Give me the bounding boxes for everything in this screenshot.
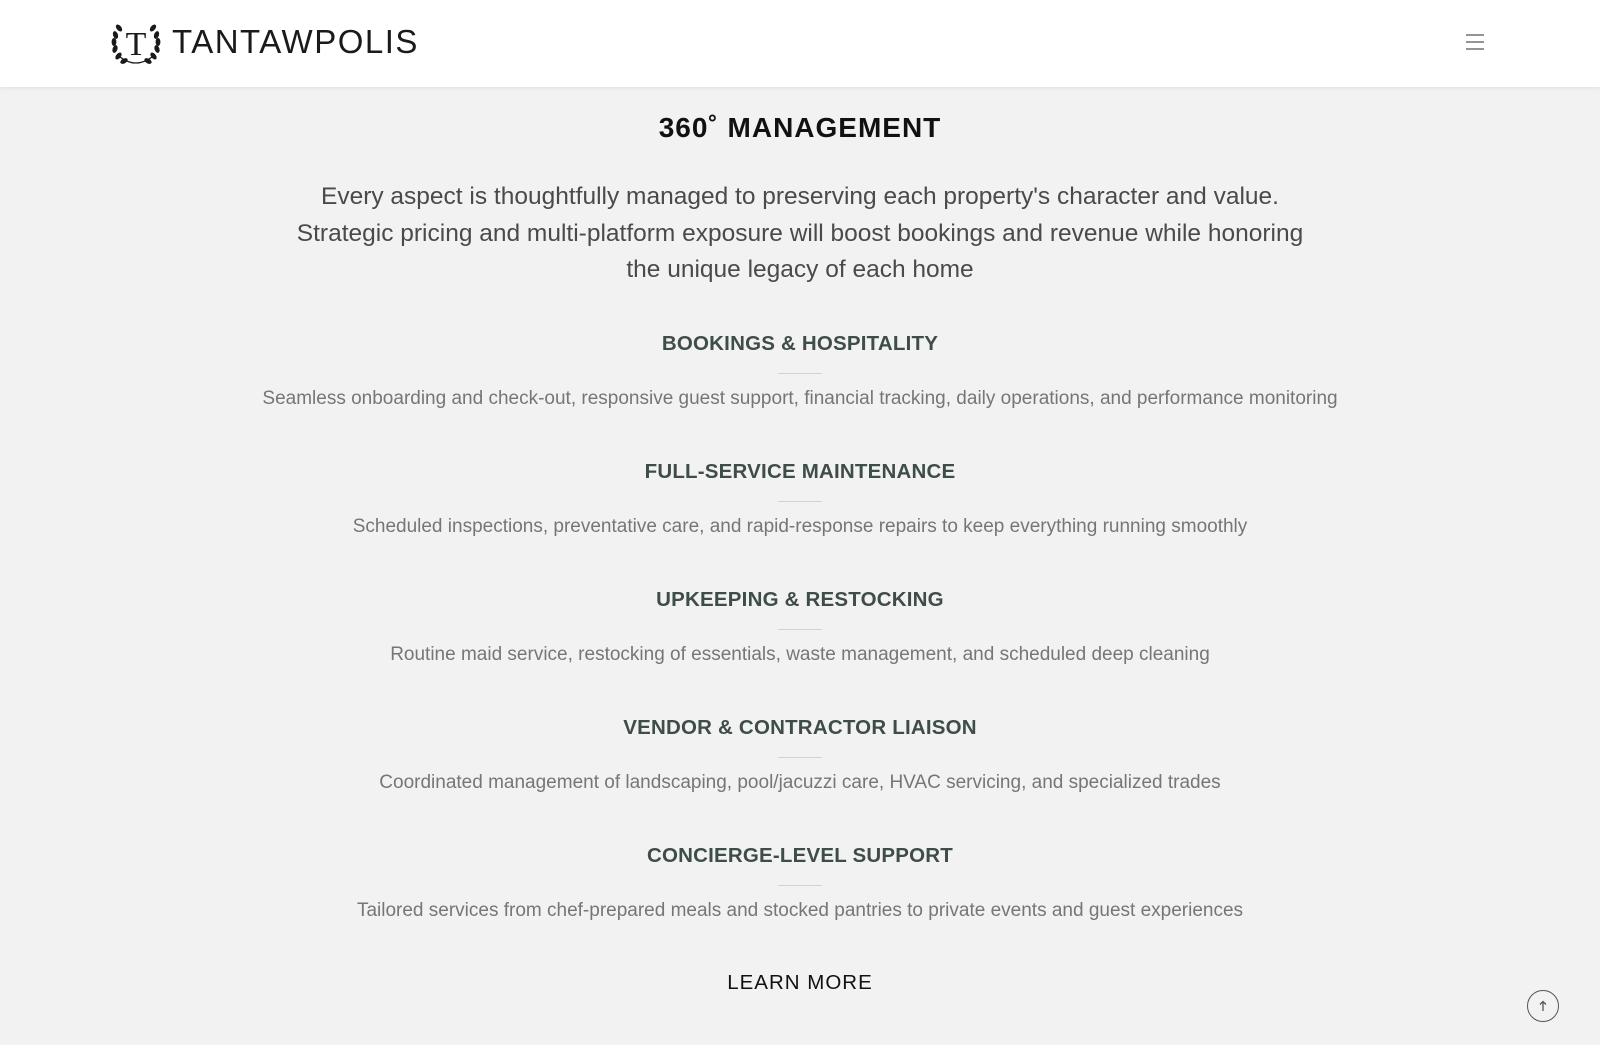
arrow-up-circle-icon bbox=[1536, 999, 1550, 1013]
intro-line: Strategic pricing and multi-platform exposure will boost bookings and revenue while honoring bbox=[296, 219, 1304, 247]
intro-line: the unique legacy of each home bbox=[626, 256, 974, 283]
service-description: Tailored services from chef-prepared meals and stocked pantries to private events and guest experiences bbox=[356, 900, 1244, 921]
service-title: FULL-SERVICE MAINTENANCE bbox=[644, 460, 956, 483]
hamburger-menu-icon[interactable] bbox=[1463, 30, 1487, 54]
svg-text:T: T bbox=[125, 26, 147, 63]
intro-paragraph bbox=[250, 179, 1350, 289]
hamburger-menu-svg bbox=[1463, 30, 1487, 54]
service-title: CONCIERGE-LEVEL SUPPORT bbox=[646, 844, 954, 867]
service-title: VENDOR & CONTRACTOR LIAISON bbox=[623, 716, 977, 739]
service-bookings-hospitality bbox=[0, 332, 1600, 410]
laurel-monogram-t-icon bbox=[110, 17, 162, 67]
service-description: Scheduled inspections, preventative care, and rapid-response repairs to keep everything running smoothly bbox=[352, 516, 1248, 537]
service-description: Coordinated management of landscaping, pool/jacuzzi care, HVAC servicing, and specialized trades bbox=[379, 772, 1221, 793]
brand-name: TANTAWPOLIS bbox=[172, 23, 419, 60]
service-full-service-maintenance bbox=[0, 460, 1600, 538]
intro-line: Every aspect is thoughtfully managed to preserving each property's character and value. bbox=[321, 183, 1279, 210]
service-upkeeping-restocking bbox=[0, 588, 1600, 666]
service-divider bbox=[778, 373, 822, 374]
service-divider bbox=[778, 757, 822, 758]
learn-more-link[interactable]: LEARN MORE bbox=[727, 971, 873, 994]
service-title: UPKEEPING & RESTOCKING bbox=[656, 588, 944, 611]
page-title: 360˚ MANAGEMENT bbox=[658, 112, 942, 143]
service-description: Routine maid service, restocking of essentials, waste management, and scheduled deep cleaning bbox=[390, 644, 1210, 665]
site-header bbox=[0, 0, 1600, 87]
service-divider bbox=[778, 629, 822, 630]
service-title: BOOKINGS & HOSPITALITY bbox=[661, 332, 939, 355]
back-to-top-button[interactable] bbox=[1527, 990, 1559, 1022]
service-divider bbox=[778, 501, 822, 502]
brand-link[interactable] bbox=[110, 17, 419, 67]
management-section bbox=[0, 87, 1600, 1045]
service-divider bbox=[778, 885, 822, 886]
service-vendor-contractor-liaison bbox=[0, 716, 1600, 794]
service-description: Seamless onboarding and check-out, responsive guest support, financial tracking, daily operations, and performance monitoring bbox=[262, 388, 1338, 409]
service-concierge-level-support bbox=[0, 844, 1600, 922]
